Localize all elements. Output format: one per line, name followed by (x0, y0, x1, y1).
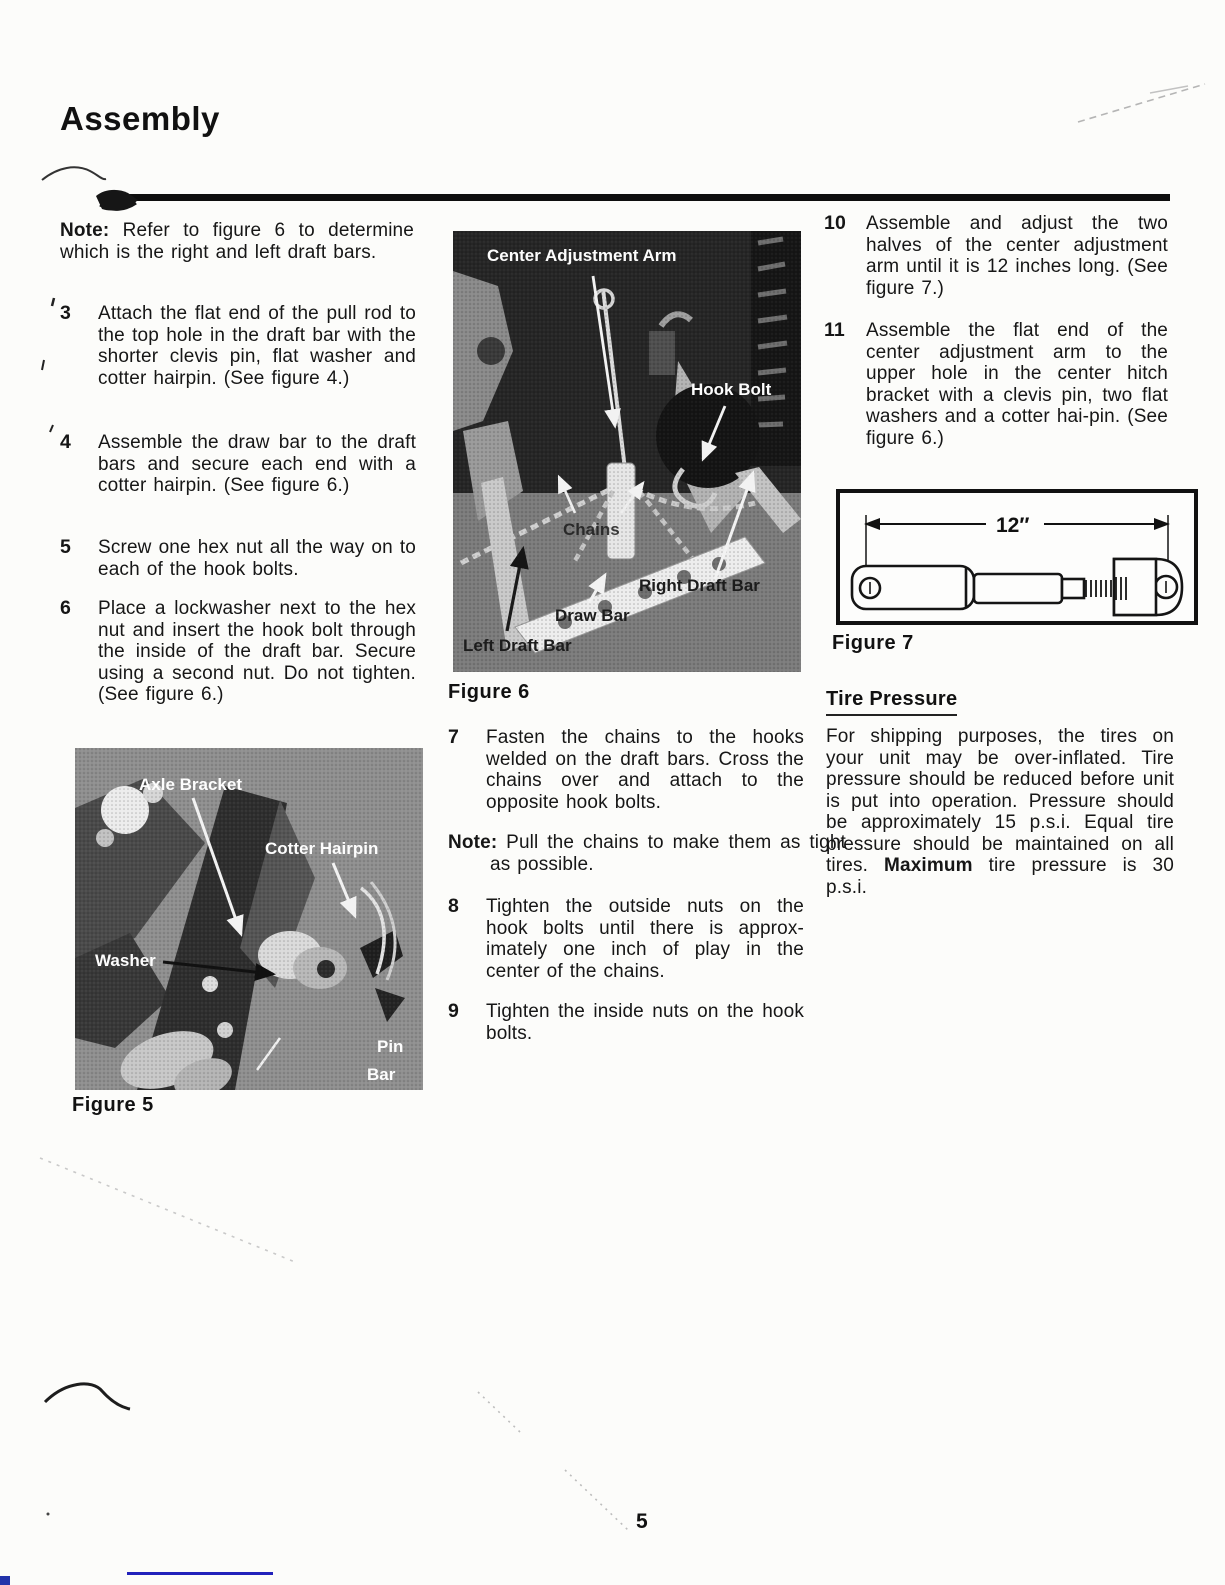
figure-6-caption: Figure 6 (448, 681, 530, 703)
step-9-text: Tighten the inside nuts on the hook bolts. (486, 1001, 804, 1044)
tire-pressure-heading: Tire Pressure (826, 688, 957, 716)
step-5-number: 5 (60, 536, 71, 558)
figure7-dimension-label: 12″ (996, 514, 1030, 537)
figure6-label-left-draft-bar: Left Draft Bar (463, 636, 572, 655)
figure-5-photo (75, 748, 423, 1090)
tire-pressure-bold-maximum: Maximum (884, 855, 973, 876)
step-10-text: Assemble and adjust the two halves of the center adjustment arm until it is 12 inches long. (See figure 7.) (866, 213, 1168, 299)
step-10-number: 10 (824, 212, 846, 234)
step-6-text: Place a lockwasher next to the hex nut and insert the hook bolt through the inside of the draft bar. Secure using a second nut. Do not tighten. (See figure 6.) (98, 598, 416, 705)
figure6-label-chains: Chains (563, 520, 620, 539)
figure6-label-draw-bar: Draw Bar (555, 606, 630, 625)
step-5-text: Screw one hex nut all the way on to each of the hook bolts. (98, 537, 416, 580)
step-3-text: Attach the flat end of the pull rod to the top hole in the draft bar with the shorter clevis pin, flat washer and cotter hairpin. (See figure 4.) (98, 303, 416, 389)
step-7-text: Fasten the chains to the hooks welded on the draft bars. Cross the chains over and attach to the opposite hook bolts. (486, 727, 804, 813)
step-4-text: Assemble the draw bar to the draft bars and secure each end with a cotter hairpin. (See figure 6.) (98, 432, 416, 496)
step-7 (448, 727, 804, 813)
figure-7-drawing (836, 489, 1198, 625)
note-chains-text: Pull the chains to make them as tight as possible. (490, 832, 846, 875)
figure5-label-axle-bracket: Axle Bracket (139, 775, 243, 794)
figure5-label-bar: Bar (367, 1065, 396, 1084)
page-number: 5 (636, 1510, 648, 1533)
tire-pressure-text-2: tire pressure is 30 p.s.i. (826, 855, 1174, 898)
tire-pressure-text-1: For shipping purposes, the tires on your unit may be over-inflated. Tire pressure should be reduced before unit is put into operation. Pressure should be approximately 15 p.s.i. Equal tire pressure should be maintained on all tires. (826, 726, 1174, 876)
step-4-number: 4 (60, 431, 71, 453)
step-8-text: Tighten the outside nuts on the hook bolts until there is approx-imately one inch of play in the center of the chains. (486, 896, 804, 982)
step-4 (60, 432, 416, 497)
step-11-text: Assemble the flat end of the center adjustment arm to the upper hole in the center hitch bracket with a clevis pin, two flat washers and a cotter hai-pin. (See figure 6.) (866, 320, 1168, 449)
step-10 (824, 213, 1168, 299)
step-6 (60, 598, 416, 706)
note-label: Note: (60, 220, 110, 241)
step-8 (448, 896, 804, 982)
bottom-corner-blue-mark (0, 1576, 10, 1585)
step-7-number: 7 (448, 726, 459, 748)
figure6-label-hook-bolt: Hook Bolt (691, 380, 772, 399)
step-5 (60, 537, 416, 580)
step-9-number: 9 (448, 1000, 459, 1022)
step-9 (448, 1001, 804, 1044)
figure-6-photo (453, 231, 801, 672)
note-chains (448, 832, 846, 875)
figure5-label-pin: Pin (377, 1037, 404, 1056)
step-3-number: 3 (60, 302, 71, 324)
figure5-label-washer: Washer (95, 951, 156, 970)
step-3 (60, 303, 416, 389)
figure-7-caption: Figure 7 (832, 632, 914, 654)
note-chains-label: Note: (448, 832, 498, 853)
page-title: Assembly (60, 100, 220, 137)
step-11-number: 11 (824, 319, 845, 341)
step-8-number: 8 (448, 895, 459, 917)
step-6-number: 6 (60, 597, 71, 619)
figure6-label-right-draft-bar: Right Draft Bar (639, 576, 760, 595)
tire-pressure-paragraph (826, 726, 1174, 898)
figure-5-caption: Figure 5 (72, 1094, 154, 1116)
bottom-blue-line (127, 1572, 273, 1575)
note-draft-bars (60, 220, 414, 263)
figure5-label-cotter-hairpin: Cotter Hairpin (265, 839, 379, 858)
figure6-label-center-adjustment-arm: Center Adjustment Arm (487, 246, 677, 265)
step-11 (824, 320, 1168, 449)
note-text: Refer to figure 6 to determine which is the right and left draft bars. (60, 220, 414, 263)
